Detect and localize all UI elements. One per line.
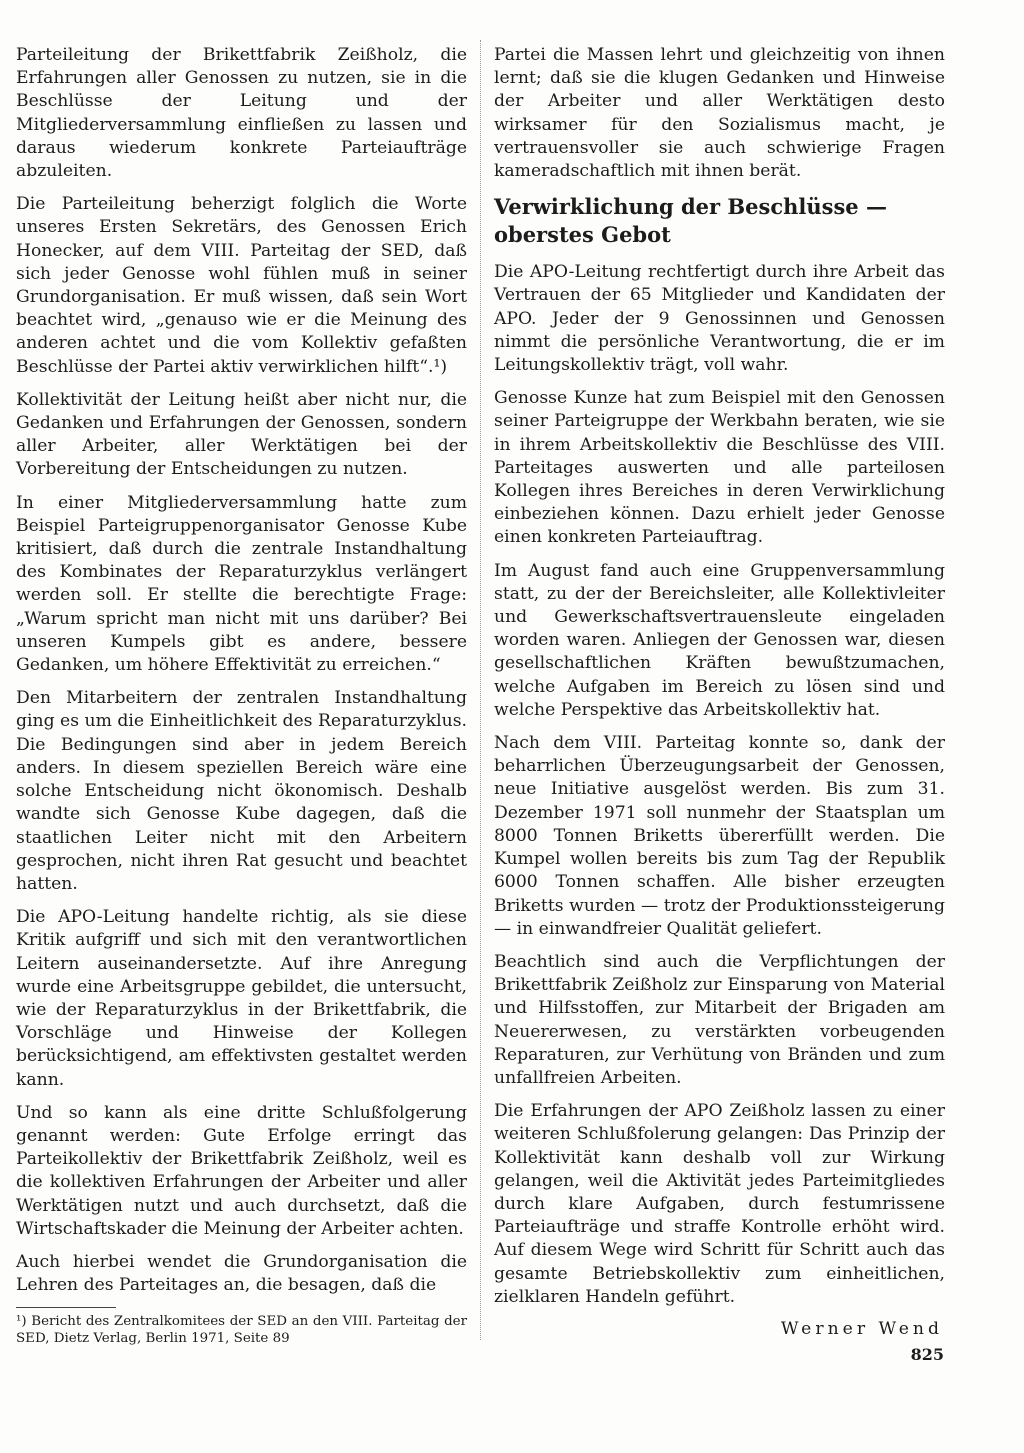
paragraph: Im August fand auch eine Gruppenversammlung statt, zu der der Bereichsleiter, alle Kollektivleiter und Gewerkschaftsvertrauensleute eingeladen worden waren. Anliegen der Genossen war, diesen gesellschaftlichen Kräften bewußtzumachen, welche Aufgaben im Bereich zu lösen sind und welche Perspektive das Arbeitskollektiv hat. (494, 560, 945, 720)
footnote: ¹) Bericht des Zentralkomitees der SED an den VIII. Parteitag der SED, Dietz Verlag, Berlin 1971, Seite 89 (16, 1314, 467, 1346)
paragraph: Genosse Kunze hat zum Beispiel mit den Genossen seiner Parteigruppe der Werkbahn beraten, wie sie in ihrem Arbeitskollektiv die Beschlüsse des VIII. Parteitages auswerten und alle parteilosen Kollegen ihres Bereiches in deren Verwirklichung einbeziehen können. Dazu erhielt jeder Genosse einen konkreten Parteiauftrag. (494, 388, 945, 548)
paragraph: Beachtlich sind auch die Verpflichtungen der Brikettfabrik Zeißholz zur Einsparung von Material und Hilfsstoffen, zur Mitarbeit der Brigaden am Neuererwesen, zu verstärkten vorbeugenden Reparaturen, zur Verhütung von Bränden und zum unfallfreien Arbeiten. (494, 951, 945, 1088)
paragraph: Nach dem VIII. Parteitag konnte so, dank der beharrlichen Überzeugungsarbeit der Genossen, neue Initiative ausgelöst werden. Bis zum 31. Dezember 1971 soll nunmehr der Staatsplan um 8000 Tonnen Briketts übererfüllt werden. Die Kumpel wollen bereits bis zum Tag der Republik 6000 Tonnen schaffen. Alle bisher erzeugten Briketts wurden — trotz der Produktionssteigerung — in einwandfreier Qualität geliefert. (494, 733, 945, 939)
right-column (494, 44, 945, 1339)
author-signature: Werner Wend (780, 1318, 943, 1339)
footnote-rule (16, 1307, 116, 1308)
left-column (16, 44, 467, 1348)
paragraph: Auch hierbei wendet die Grundorganisation die Lehren des Parteitages an, die besagen, daß die (16, 1251, 467, 1296)
paragraph: Die Erfahrungen der APO Zeißholz lassen zu einer weiteren Schlußfolerung gelangen: Das Prinzip der Kollektivität kann deshalb voll zur Wirkung gelangen, weil die Aktivität jedes Parteimitgliedes durch klare Aufgaben, durch festumrissene Parteiaufträge und straffe Kontrolle erhöht wird. Auf diesem Wege wird Schritt für Schritt auch das gesamte Betriebskollektiv zum einheitlichen, zielklaren Handeln geführt. (494, 1101, 945, 1307)
paragraph: Kollektivität der Leitung heißt aber nicht nur, die Gedanken und Erfahrungen der Genossen, sondern aller Arbeiter, aller Werktätigen bei der Vorbereitung der Entscheidungen zu nutzen. (16, 389, 467, 480)
paragraph: Die APO-Leitung handelte richtig, als sie diese Kritik aufgriff und sich mit den verantwortlichen Leitern auseinandersetzte. Auf ihre Anregung wurde eine Arbeitsgruppe gebildet, die untersucht, wie der Reparaturzyklus in der Brikettfabrik, die Vorschläge und Hinweise der Kollegen berücksichtigend, am effektivsten gestaltet werden kann. (16, 907, 467, 1090)
paragraph: Die APO-Leitung rechtfertigt durch ihre Arbeit das Vertrauen der 65 Mitglieder und Kandidaten der APO. Jeder der 9 Genossinnen und Genossen nimmt die persönliche Verantwortung, die er im Leitungskollektiv trägt, voll wahr. (494, 262, 945, 376)
paragraph: Parteileitung der Brikettfabrik Zeißholz, die Erfahrungen aller Genossen zu nutzen, sie in die Beschlüsse der Leitung und der Mitgliederversammlung einfließen zu lassen und daraus wiederum konkrete Parteiaufträge abzuleiten. (16, 45, 467, 182)
paragraph: Und so kann als eine dritte Schlußfolgerung genannt werden: Gute Erfolge erringt das Parteikollektiv der Brikettfabrik Zeißholz, weil es die kollektiven Erfahrungen der Arbeiter und aller Werktätigen nutzt und auch durchsetzt, daß die Wirtschaftskader die Meinung der Arbeiter achten. (16, 1102, 467, 1239)
section-heading: Verwirklichung der Beschlüsse — oberstes Gebot (494, 194, 887, 248)
column-divider (480, 40, 481, 1340)
paragraph: Partei die Massen lehrt und gleichzeitig von ihnen lernt; daß sie die klugen Gedanken und Hinweise der Arbeiter und aller Werktätigen desto wirksamer für den Sozialismus macht, je vertrauensvoller sie auch schwierige Fragen kameradschaftlich mit ihnen berät. (494, 45, 945, 182)
page-number: 825 (910, 1345, 944, 1364)
paragraph: Den Mitarbeitern der zentralen Instandhaltung ging es um die Einheitlichkeit des Reparaturzyklus. Die Bedingungen sind aber in jedem Bereich anders. In diesem speziellen Bereich wäre eine solche Entscheidung nicht ökonomisch. Deshalb wandte sich Genosse Kube dagegen, daß die staatlichen Leiter nicht mit den Arbeitern gesprochen, nicht ihren Rat gesucht und beachtet hatten. (16, 688, 467, 894)
paragraph: In einer Mitgliederversammlung hatte zum Beispiel Parteigruppenorganisator Genosse Kube kritisiert, daß durch die zentrale Instandhaltung des Kombinates der Reparaturzyklus verlängert werden soll. Er stellte die berechtigte Frage: „Warum spricht man nicht mit uns darüber? Bei unseren Kumpels gibt es andere, bessere Gedanken, um höhere Effektivität zu erreichen.“ (16, 492, 467, 676)
paragraph: Die Parteileitung beherzigt folglich die Worte unseres Ersten Sekretärs, des Genossen Erich Honecker, auf dem VIII. Parteitag der SED, daß sich jeder Genosse wohl fühlen muß in seiner Grundorganisation. Er muß wissen, daß sein Wort beachtet wird, „genauso wie er die Meinung des anderen achtet und die vom Kollektiv gefaßten Beschlüsse der Partei aktiv verwirklichen hilft“.¹) (16, 194, 467, 377)
